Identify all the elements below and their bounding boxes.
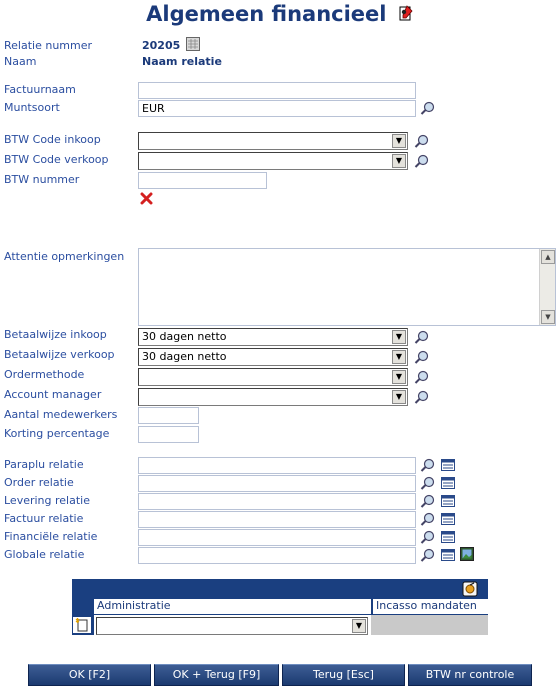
incasso-mandaten-cell — [371, 615, 488, 635]
muntsoort-label: Muntsoort — [4, 101, 60, 114]
order-relatie-label: Order relatie — [4, 476, 74, 489]
levering-relatie-input[interactable] — [138, 493, 416, 510]
paraplu-relatie-input[interactable] — [138, 457, 416, 474]
ordermethode-select[interactable] — [138, 368, 408, 386]
col-administratie[interactable]: Administratie — [94, 599, 371, 615]
naam-label: Naam — [4, 55, 37, 68]
btw-code-verkoop-select[interactable] — [138, 152, 408, 170]
paraplu-relatie-label: Paraplu relatie — [4, 458, 84, 471]
factuurnaam-input[interactable] — [138, 82, 416, 99]
chevron-down-icon[interactable]: ▼ — [392, 350, 406, 364]
btw-code-inkoop-select[interactable] — [138, 132, 408, 150]
col-incasso-mandaten[interactable]: Incasso mandaten — [373, 599, 488, 615]
paraplu-relatie-list-icon[interactable] — [441, 459, 455, 471]
btw-nummer-label: BTW nummer — [4, 173, 80, 186]
globale-relatie-list-icon[interactable] — [441, 549, 455, 561]
chevron-down-icon[interactable]: ▼ — [392, 330, 406, 344]
financiele-relatie-list-icon[interactable] — [441, 531, 455, 543]
betaalwijze-inkoop-value: 30 dagen netto — [142, 330, 227, 343]
financiele-relatie-lookup-icon[interactable] — [420, 530, 436, 544]
chevron-down-icon[interactable]: ▼ — [392, 390, 406, 404]
ordermethode-label: Ordermethode — [4, 368, 85, 381]
account-manager-lookup-icon[interactable] — [414, 390, 430, 404]
ok-button[interactable]: OK [F2] — [28, 664, 151, 686]
btw-code-verkoop-label: BTW Code verkoop — [4, 153, 109, 166]
korting-percentage-input[interactable] — [138, 426, 199, 443]
new-row-icon[interactable] — [73, 617, 91, 633]
order-relatie-list-icon[interactable] — [441, 477, 455, 489]
globale-relatie-lookup-icon[interactable] — [420, 548, 436, 562]
factuur-relatie-lookup-icon[interactable] — [420, 512, 436, 526]
btw-code-inkoop-label: BTW Code inkoop — [4, 133, 101, 146]
ordermethode-lookup-icon[interactable] — [414, 370, 430, 384]
globale-relatie-input[interactable] — [138, 547, 416, 564]
grid-icon[interactable] — [186, 37, 200, 51]
page-title — [0, 2, 560, 27]
order-relatie-input[interactable] — [138, 475, 416, 492]
image-icon[interactable] — [460, 547, 474, 561]
factuurnaam-label: Factuurnaam — [4, 83, 76, 96]
betaalwijze-inkoop-label: Betaalwijze inkoop — [4, 328, 107, 341]
scroll-down-icon[interactable]: ▼ — [541, 310, 555, 324]
order-relatie-lookup-icon[interactable] — [420, 476, 436, 490]
page-title-text: Algemeen financieel — [146, 2, 387, 26]
aantal-medewerkers-label: Aantal medewerkers — [4, 408, 118, 421]
account-manager-select[interactable] — [138, 388, 408, 406]
levering-relatie-label: Levering relatie — [4, 494, 90, 507]
btw-nr-controle-button[interactable]: BTW nr controle — [408, 664, 532, 686]
muntsoort-lookup-icon[interactable] — [420, 101, 436, 115]
relatie-nummer-label: Relatie nummer — [4, 39, 93, 52]
chevron-down-icon[interactable]: ▼ — [352, 619, 366, 633]
levering-relatie-lookup-icon[interactable] — [420, 494, 436, 508]
financiele-relatie-input[interactable] — [138, 529, 416, 546]
aantal-medewerkers-input[interactable] — [138, 407, 199, 424]
attentie-opmerkingen-textarea[interactable] — [138, 248, 556, 326]
factuur-relatie-list-icon[interactable] — [441, 513, 455, 525]
scroll-up-icon[interactable]: ▲ — [541, 250, 555, 264]
attentie-opmerkingen-label: Attentie opmerkingen — [4, 250, 125, 263]
factuur-relatie-label: Factuur relatie — [4, 512, 84, 525]
relatie-nummer-value: 20205 — [142, 39, 181, 52]
muntsoort-input[interactable]: EUR — [138, 100, 416, 117]
factuur-relatie-input[interactable] — [138, 511, 416, 528]
financiele-relatie-label: Financiële relatie — [4, 530, 98, 543]
betaalwijze-verkoop-label: Betaalwijze verkoop — [4, 348, 115, 361]
document-edit-icon[interactable] — [398, 3, 414, 27]
betaalwijze-verkoop-lookup-icon[interactable] — [414, 350, 430, 364]
btw-nummer-input[interactable] — [138, 172, 267, 189]
naam-value: Naam relatie — [142, 55, 222, 68]
globale-relatie-label: Globale relatie — [4, 548, 85, 561]
levering-relatie-list-icon[interactable] — [441, 495, 455, 507]
administratie-select[interactable] — [96, 617, 368, 635]
btw-code-inkoop-lookup-icon[interactable] — [414, 134, 430, 148]
betaalwijze-verkoop-select[interactable] — [138, 348, 408, 366]
betaalwijze-verkoop-value: 30 dagen netto — [142, 350, 227, 363]
chevron-down-icon[interactable]: ▼ — [392, 154, 406, 168]
grid-header — [72, 579, 488, 599]
btw-code-verkoop-lookup-icon[interactable] — [414, 154, 430, 168]
paraplu-relatie-lookup-icon[interactable] — [420, 458, 436, 472]
betaalwijze-inkoop-lookup-icon[interactable] — [414, 330, 430, 344]
chevron-down-icon[interactable]: ▼ — [392, 370, 406, 384]
account-manager-label: Account manager — [4, 388, 102, 401]
betaalwijze-inkoop-select[interactable] — [138, 328, 408, 346]
scrollbar[interactable] — [539, 249, 555, 325]
terug-button[interactable]: Terug [Esc] — [282, 664, 405, 686]
korting-percentage-label: Korting percentage — [4, 427, 110, 440]
ok-terug-button[interactable]: OK + Terug [F9] — [154, 664, 279, 686]
chevron-down-icon[interactable]: ▼ — [392, 134, 406, 148]
export-icon[interactable] — [462, 581, 478, 597]
invalid-x-icon — [140, 192, 153, 205]
